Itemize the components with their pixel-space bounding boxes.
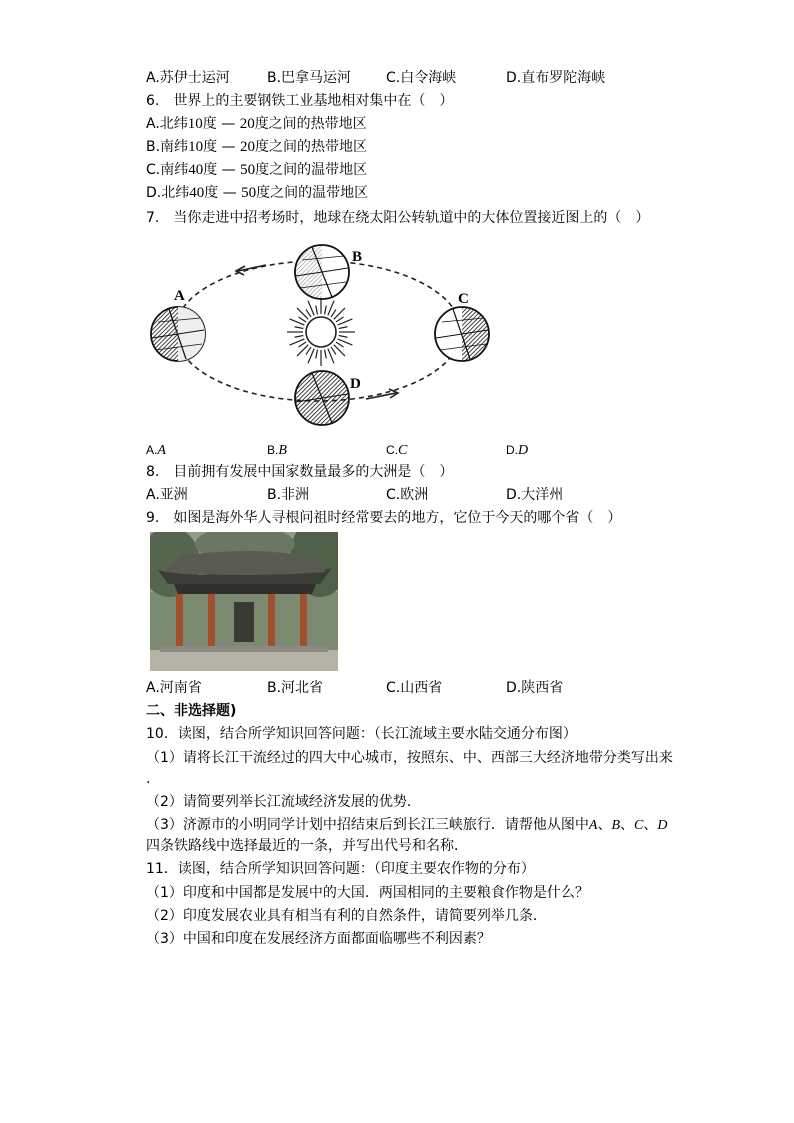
q11-sub2: （2）印度发展农业具有相当有利的自然条件，请简要列举几条． xyxy=(146,908,547,924)
q7-option-b: B.B xyxy=(267,443,287,458)
sun-ray xyxy=(339,327,348,329)
q8-option-b: B.非洲 xyxy=(267,487,310,503)
q9-option-d: D.陕西省 xyxy=(506,680,564,696)
q11-sub1: （1）印度和中国都是发展中的大国．两国相同的主要粮食作物是什么？ xyxy=(146,885,589,901)
q10-sub1: （1）请将长江干流经过的四大中心城市，按照东、中、西部三大经济地带分类写出来 xyxy=(146,750,673,766)
q5-option-a: A.苏伊士运河 xyxy=(146,70,230,86)
sun-icon xyxy=(287,298,355,366)
earth-orbit-diagram xyxy=(146,238,492,430)
q8-option-d: D.大洋州 xyxy=(506,487,564,503)
q6-stem: 6. 世界上的主要钢铁工业基地相对集中在（ ） xyxy=(146,93,454,109)
sun-ray xyxy=(336,342,343,347)
sun-ray xyxy=(316,306,318,315)
earth-position-d xyxy=(295,371,349,425)
q6-option-d: D.北纬40度 — 50度之间的温带地区 xyxy=(146,185,369,201)
q9-option-a: A.河南省 xyxy=(146,680,202,696)
q7-option-a: A.A xyxy=(146,443,166,458)
q10-sub3-line2: 四条铁路线中选择最近的一条，并写出代号和名称． xyxy=(146,838,468,854)
sun-ray xyxy=(299,317,306,322)
q8-option-c: C.欧洲 xyxy=(386,487,429,503)
sun-ray xyxy=(316,350,318,359)
q7-option-d: D.D xyxy=(506,443,529,458)
q10-stem: 10．读图，结合所学知识回答问题：（长江流域主要水陆交通分布图） xyxy=(146,726,577,742)
sun-ray xyxy=(306,310,311,317)
pavilion-photo xyxy=(150,532,338,671)
q9-stem: 9. 如图是海外华人寻根问祖时经常要去的地方，它位于今天的哪个省（ ） xyxy=(146,510,622,526)
earth-position-c xyxy=(435,307,489,361)
q6-option-a: A.北纬10度 — 20度之间的热带地区 xyxy=(146,116,367,132)
orbit-arrow-top xyxy=(236,265,266,275)
q8-option-a: A.亚洲 xyxy=(146,487,188,503)
q9-option-c: C.山西省 xyxy=(386,680,443,696)
q5-option-d: D.直布罗陀海峡 xyxy=(506,70,606,86)
q9-option-b: B.河北省 xyxy=(267,680,324,696)
section-heading: 二、非选择题) xyxy=(146,703,237,719)
q10-sub1-end: . xyxy=(146,771,151,787)
q8-stem: 8. 目前拥有发展中国家数量最多的大洲是（ ） xyxy=(146,464,454,480)
sun-ray xyxy=(331,347,336,354)
orbit-arrow-bottom xyxy=(366,389,398,399)
sun-ray xyxy=(336,317,343,322)
q5-option-b: B.巴拿马运河 xyxy=(267,70,352,86)
q6-option-c: C.南纬40度 — 50度之间的温带地区 xyxy=(146,162,368,178)
sun-ray xyxy=(331,310,336,317)
sun-ray xyxy=(325,350,327,359)
sun-ray xyxy=(295,336,304,338)
q7-option-c: C.C xyxy=(386,443,408,458)
q11-stem: 11．读图，结合所学知识回答问题：（印度主要农作物的分布） xyxy=(146,861,535,877)
sun-ray xyxy=(306,347,311,354)
sun-ray xyxy=(339,336,348,338)
q10-sub2: （2）请简要列举长江流域经济发展的优势． xyxy=(146,794,421,810)
q10-sub3: （3）济源市的小明同学计划中招结束后到长江三峡旅行．请帮他从图中A、B、C、D xyxy=(146,817,668,833)
label-b: B xyxy=(352,249,363,265)
earth-position-b xyxy=(295,245,349,299)
sun-ray xyxy=(295,327,304,329)
q5-option-c: C.白令海峡 xyxy=(386,70,457,86)
q11-sub3: （3）中国和印度在发展经济方面都面临哪些不利因素？ xyxy=(146,931,491,947)
earth-position-a xyxy=(151,307,205,361)
q7-stem: 7. 当你走进中招考场时，地球在绕太阳公转轨道中的大体位置接近图上的（ ） xyxy=(146,210,650,226)
label-a: A xyxy=(174,288,185,304)
label-d: D xyxy=(350,376,361,392)
label-c: C xyxy=(458,291,469,307)
sun-ray xyxy=(299,342,306,347)
q6-option-b: B.南纬10度 — 20度之间的热带地区 xyxy=(146,139,367,155)
sun-ray xyxy=(325,306,327,315)
